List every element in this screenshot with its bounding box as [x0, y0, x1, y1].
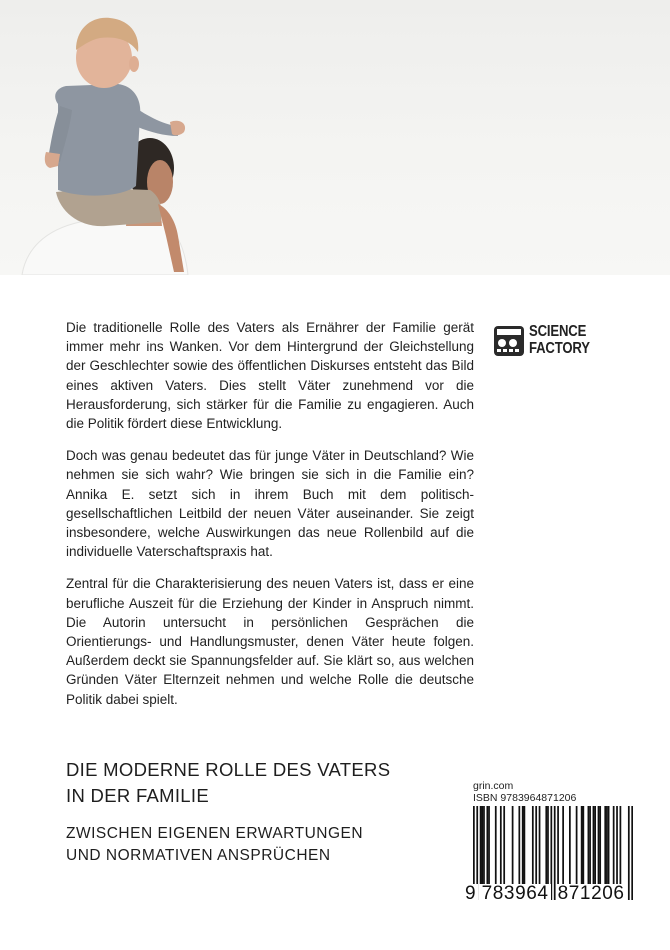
- barcode-bar: [500, 806, 502, 884]
- barcode-bar: [582, 806, 584, 884]
- barcode-bar: [524, 806, 526, 884]
- barcode-bar: [581, 806, 583, 884]
- barcode-first-digit: 9: [465, 883, 476, 904]
- barcode-bar: [481, 806, 483, 884]
- barcode-bar: [495, 806, 497, 884]
- publisher-logo: [493, 323, 608, 359]
- book-subtitle-line-2: UND NORMATIVEN ANSPRÜCHEN: [66, 847, 331, 864]
- blurb-paragraph-3: Zentral für die Charakterisierung des neuen Vaters ist, dass er eine berufliche Auszeit für die Erziehung der Kinder in Anspruch nimmt. Die Autorin untersucht in persönlichen Gesprächen die Orientierungs- und Handlungsmuster, denen Väter heute folgen. Außerdem deckt sie Spannungsfelder auf. Sie klärt so, aus welchen Gründen Väter Elternzeit nehmen und welche Rolle die deutsche Politik dabei spielt.: [66, 576, 474, 707]
- barcode-bar: [599, 806, 601, 884]
- barcode-bar: [532, 806, 534, 884]
- isbn-label: ISBN 9783964871206: [473, 792, 577, 804]
- back-cover-blurb: [66, 318, 474, 722]
- barcode-bar: [620, 806, 622, 884]
- book-title-line-1: DIE MODERNE ROLLE DES VATERS: [66, 759, 391, 780]
- barcode-bar: [535, 806, 537, 884]
- barcode-digit-group-1: 783964: [481, 883, 549, 904]
- barcode-bar: [512, 806, 514, 884]
- barcode-bar: [608, 806, 610, 884]
- cover-photo: [0, 0, 670, 275]
- barcode-bar: [606, 806, 608, 884]
- barcode-bar: [539, 806, 541, 884]
- publisher-logo-text: [529, 323, 590, 357]
- barcode-bar: [547, 806, 549, 884]
- barcode-digits: [463, 882, 638, 904]
- barcode-bar: [480, 806, 482, 884]
- barcode-bar: [518, 806, 520, 884]
- barcode-bar: [503, 806, 505, 884]
- barcode-digit-group-2: 871206: [557, 883, 625, 904]
- father-carrying-child-photo: [0, 0, 670, 275]
- barcode-bar: [593, 806, 595, 884]
- blurb-paragraph-1: Die traditionelle Rolle des Vaters als Ernährer der Familie gerät immer mehr ins Wanken. Vor dem Hintergrund der Gleichstellung der Geschlechter sowie des öffentlichen Diskurses entsteht das Bild eines aktiven Vaters. Dies stellt Väter zunehmend vor die Herausforderung, sich stärker für die Familie zu engagieren. Auch die Politik fördert diese Entwicklung.: [66, 320, 474, 432]
- barcode-bar: [557, 806, 559, 884]
- barcode-bar: [522, 806, 524, 884]
- barcode-bar: [483, 806, 485, 884]
- film-reel-icon: [493, 325, 525, 357]
- logo-line-2: FACTORY: [529, 340, 590, 357]
- barcode-bar: [576, 806, 578, 884]
- barcode-bar: [562, 806, 564, 884]
- barcode-bar: [588, 806, 590, 884]
- barcode-bar: [616, 806, 618, 884]
- book-subtitle-line-1: ZWISCHEN EIGENEN ERWARTUNGEN: [66, 825, 364, 842]
- book-subtitle: [66, 823, 446, 867]
- barcode-bar: [594, 806, 596, 884]
- book-title: [66, 757, 466, 809]
- blurb-paragraph-2: Doch was genau bedeutet das für junge Väter in Deutschland? Wie nehmen sie sich wahr? Wie bringen sie sich in die Familie ein? Annika E. setzt sich in ihrem Buch mit dem politisch-gesellschaftlichen Leitbild der neuen Väter auseinander. Sie zeigt insbesondere, welche Auswirkungen das neue Rollenbild auf die individuelle Vaterschaftspraxis hat.: [66, 448, 474, 560]
- book-title-line-2: IN DER FAMILIE: [66, 785, 209, 806]
- barcode-bar: [604, 806, 606, 884]
- barcode-bar: [545, 806, 547, 884]
- publisher-url: grin.com: [473, 780, 514, 792]
- barcode-bar: [486, 806, 488, 884]
- barcode-bar: [589, 806, 591, 884]
- barcode-bar: [613, 806, 615, 884]
- barcode-bar: [569, 806, 571, 884]
- logo-line-1: SCIENCE: [529, 323, 587, 340]
- barcode-bar: [488, 806, 490, 884]
- barcode-bar: [598, 806, 600, 884]
